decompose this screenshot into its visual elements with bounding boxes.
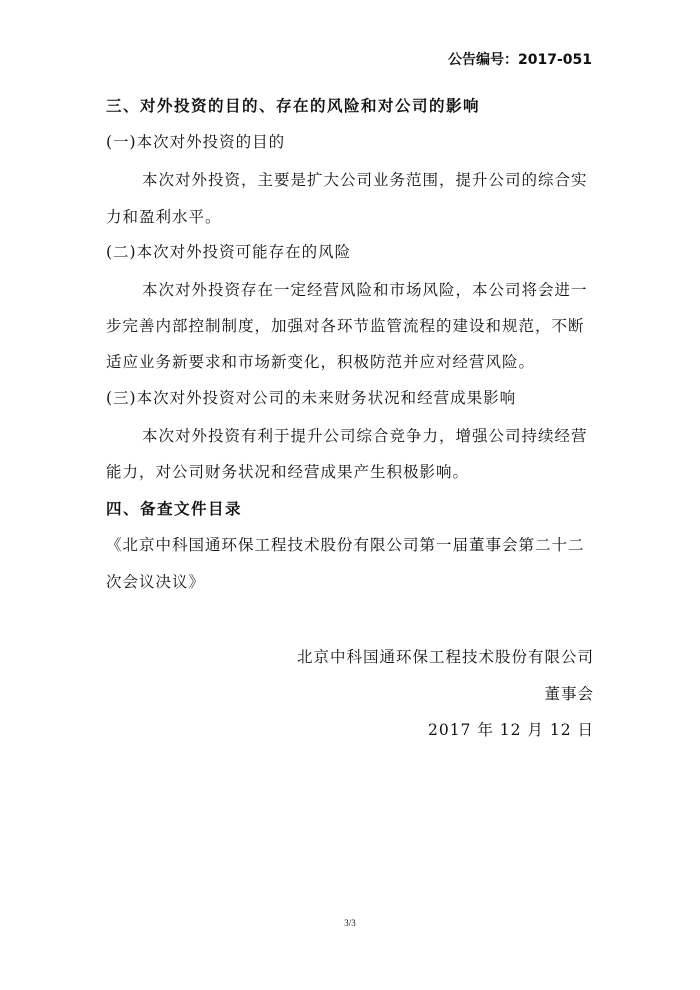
section-3-heading: 三、对外投资的目的、存在的风险和对公司的影响 — [106, 97, 481, 115]
paragraph-line: 步完善内部控制制度，加强对各环节监管流程的建设和规范，不断 — [106, 317, 585, 335]
subsection-3-2-heading: (二)本次对外投资可能存在的风险 — [106, 243, 352, 261]
announcement-number: 公告编号：2017-051 — [448, 52, 592, 68]
paragraph-line: 本次对外投资存在一定经营风险和市场风险，本公司将会进一 — [142, 281, 588, 299]
subsection-3-3-heading: (三)本次对外投资对公司的未来财务状况和经营成果影响 — [106, 389, 517, 407]
paragraph-line: 本次对外投资，主要是扩大公司业务范围，提升公司的综合实 — [142, 171, 588, 189]
signature-board: 董事会 — [544, 685, 594, 703]
paragraph-line: 本次对外投资有利于提升公司综合竞争力，增强公司持续经营 — [142, 427, 588, 445]
signature-date: 2017 年 12 月 12 日 — [427, 721, 594, 739]
paragraph-line: 次会议决议》 — [106, 573, 206, 591]
page-number: 3/3 — [344, 918, 356, 928]
paragraph-line: 力和盈利水平。 — [106, 208, 222, 226]
subsection-3-1-heading: (一)本次对外投资的目的 — [106, 133, 286, 151]
paragraph-line: 《北京中科国通环保工程技术股份有限公司第一届董事会第二十二 — [106, 536, 585, 554]
signature-company: 北京中科国通环保工程技术股份有限公司 — [296, 648, 594, 666]
paragraph-line: 适应业务新要求和市场新变化，积极防范并应对经营风险。 — [106, 353, 536, 371]
section-4-heading: 四、备查文件目录 — [106, 500, 243, 518]
paragraph-line: 能力，对公司财务状况和经营成果产生积极影响。 — [106, 463, 470, 481]
